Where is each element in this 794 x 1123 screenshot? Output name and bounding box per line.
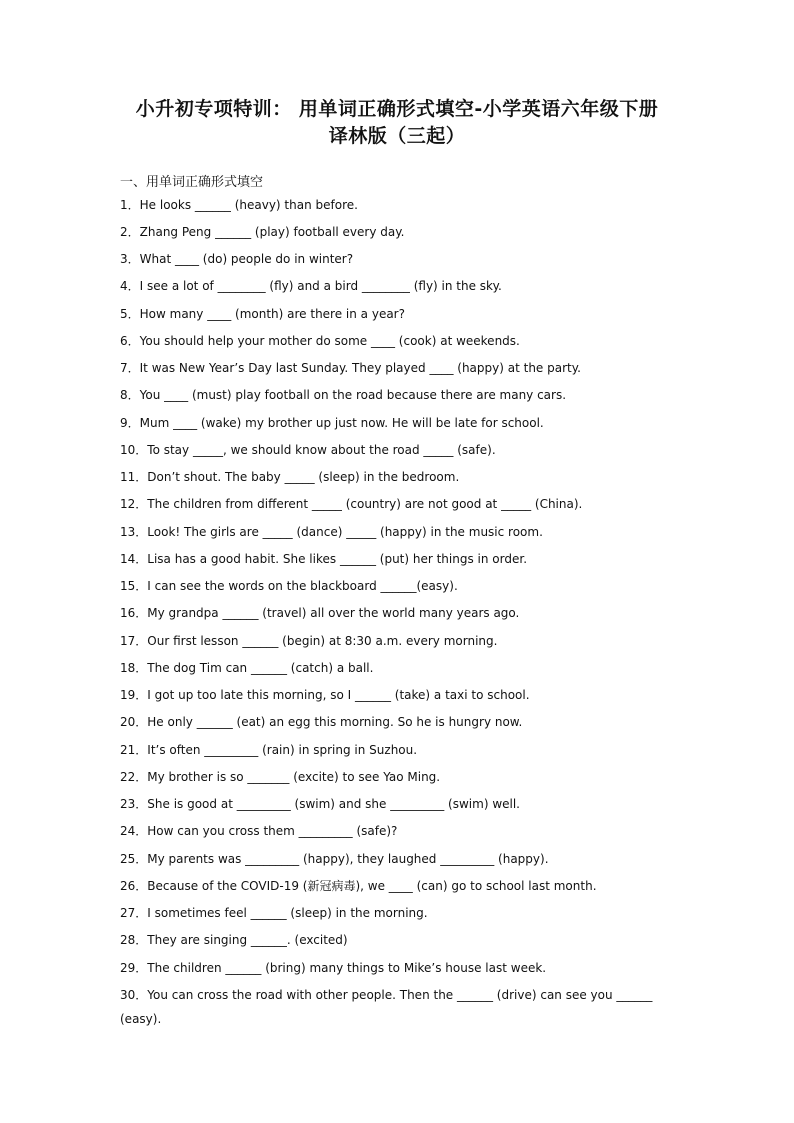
question-item	[120, 327, 680, 354]
question-item	[120, 981, 680, 1008]
question-text: Lisa has a good habit. She likes ______ (put) her things in order.	[147, 551, 528, 566]
question-item	[120, 654, 680, 681]
question-item	[120, 409, 680, 436]
question-item	[120, 518, 680, 545]
question-number: 8．	[120, 388, 140, 403]
question-text: They are singing ______. (excited)	[147, 933, 348, 948]
question-item	[120, 682, 680, 709]
question-item	[120, 845, 680, 872]
question-text: Zhang Peng ______ (play) football every day.	[139, 224, 405, 239]
question-number: 26．	[120, 878, 148, 893]
question-text: You can cross the road with other people. Then the ______ (drive) can see you ______	[147, 987, 653, 1002]
question-number: 9．	[120, 415, 140, 430]
question-item	[120, 736, 680, 763]
question-item	[120, 273, 680, 300]
question-number: 24．	[120, 824, 148, 839]
question-text: Our first lesson ______ (begin) at 8:30 a.m. every morning.	[147, 633, 498, 648]
question-text: You should help your mother do some ____ (cook) at weekends.	[139, 333, 520, 348]
question-text: My brother is so _______ (excite) to see Yao Ming.	[147, 769, 441, 784]
question-number: 15．	[120, 579, 148, 594]
question-text: Don’t shout. The baby _____ (sleep) in the bedroom.	[147, 470, 460, 485]
question-text: The children from different _____ (country) are not good at _____ (China).	[147, 497, 583, 512]
question-text: It was New Year’s Day last Sunday. They played ____ (happy) at the party.	[139, 361, 581, 376]
question-number: 25．	[120, 851, 148, 866]
question-text: How can you cross them _________ (safe)?	[147, 824, 398, 839]
question-item	[120, 464, 680, 491]
question-text: The children ______ (bring) many things to Mike’s house last week.	[147, 960, 547, 975]
question-text: Mum ____ (wake) my brother up just now. He will be late for school.	[139, 415, 544, 430]
question-item	[120, 872, 680, 899]
question-text: My parents was _________ (happy), they laughed _________ (happy).	[147, 851, 549, 866]
question-text: You ____ (must) play football on the road because there are many cars.	[139, 388, 567, 403]
page-title: 小升初专项特训： 用单词正确形式填空-小学英语六年级下册	[135, 98, 659, 120]
question-text: What ____ (do) people do in winter?	[139, 252, 354, 267]
question-item	[120, 818, 680, 845]
question-text: I sometimes feel ______ (sleep) in the morning.	[147, 906, 428, 921]
question-text: Because of the COVID-19 (新冠病毒), we ____ (can) go to school last month.	[147, 878, 597, 893]
question-number: 6．	[120, 333, 140, 348]
question-number: 3．	[120, 252, 140, 267]
question-number: 30．	[120, 987, 148, 1002]
question-text: I see a lot of ________ (fly) and a bird ________ (fly) in the sky.	[139, 279, 502, 294]
question-number: 21．	[120, 742, 148, 757]
question-item	[120, 355, 680, 382]
question-item	[120, 382, 680, 409]
question-item	[120, 791, 680, 818]
question-number: 1．	[120, 197, 140, 212]
question-item	[120, 927, 680, 954]
question-item	[120, 600, 680, 627]
question-item	[120, 436, 680, 463]
question-text: She is good at _________ (swim) and she _________ (swim) well.	[147, 797, 520, 812]
question-text: The dog Tim can ______ (catch) a ball.	[147, 660, 374, 675]
question-text: I got up too late this morning, so I ______ (take) a taxi to school.	[147, 688, 530, 703]
question-number: 2．	[120, 224, 140, 239]
question-text: (easy).	[120, 1011, 162, 1026]
question-number: 14．	[120, 551, 148, 566]
question-item	[120, 900, 680, 927]
question-number: 16．	[120, 606, 148, 621]
question-item	[120, 627, 680, 654]
question-number: 4．	[120, 279, 140, 294]
question-number: 13．	[120, 524, 148, 539]
question-number: 18．	[120, 660, 148, 675]
question-item	[120, 763, 680, 790]
question-text: I can see the words on the blackboard ______(easy).	[147, 579, 458, 594]
question-item	[120, 246, 680, 273]
question-item	[120, 545, 680, 572]
question-item	[120, 709, 680, 736]
question-text: It’s often _________ (rain) in spring in Suzhou.	[147, 742, 418, 757]
question-text: To stay _____, we should know about the road _____ (safe).	[147, 442, 496, 457]
question-text: Look! The girls are _____ (dance) _____ (happy) in the music room.	[147, 524, 543, 539]
question-list	[120, 191, 680, 1029]
question-text: He only ______ (eat) an egg this morning. So he is hungry now.	[147, 715, 523, 730]
page-subtitle: 译林版（三起）	[328, 125, 466, 147]
question-text: He looks ______ (heavy) than before.	[139, 197, 358, 212]
question-number: 22．	[120, 769, 148, 784]
question-item	[120, 300, 680, 327]
question-number: 23．	[120, 797, 148, 812]
question-item	[120, 191, 680, 218]
question-number: 20．	[120, 715, 148, 730]
question-number: 29．	[120, 960, 148, 975]
question-item	[120, 573, 680, 600]
section-heading: 一、用单词正确形式填空	[120, 175, 264, 190]
question-continuation	[120, 1009, 680, 1029]
question-number: 10．	[120, 442, 148, 457]
question-number: 17．	[120, 633, 148, 648]
question-number: 19．	[120, 688, 148, 703]
question-text: How many ____ (month) are there in a year?	[139, 306, 405, 321]
question-number: 11．	[120, 470, 148, 485]
question-item	[120, 218, 680, 245]
question-item	[120, 954, 680, 981]
question-item	[120, 491, 680, 518]
question-number: 28．	[120, 933, 148, 948]
question-text: My grandpa ______ (travel) all over the world many years ago.	[147, 606, 520, 621]
question-number: 7．	[120, 361, 140, 376]
question-number: 12．	[120, 497, 148, 512]
question-number: 5．	[120, 306, 140, 321]
question-number: 27．	[120, 906, 148, 921]
